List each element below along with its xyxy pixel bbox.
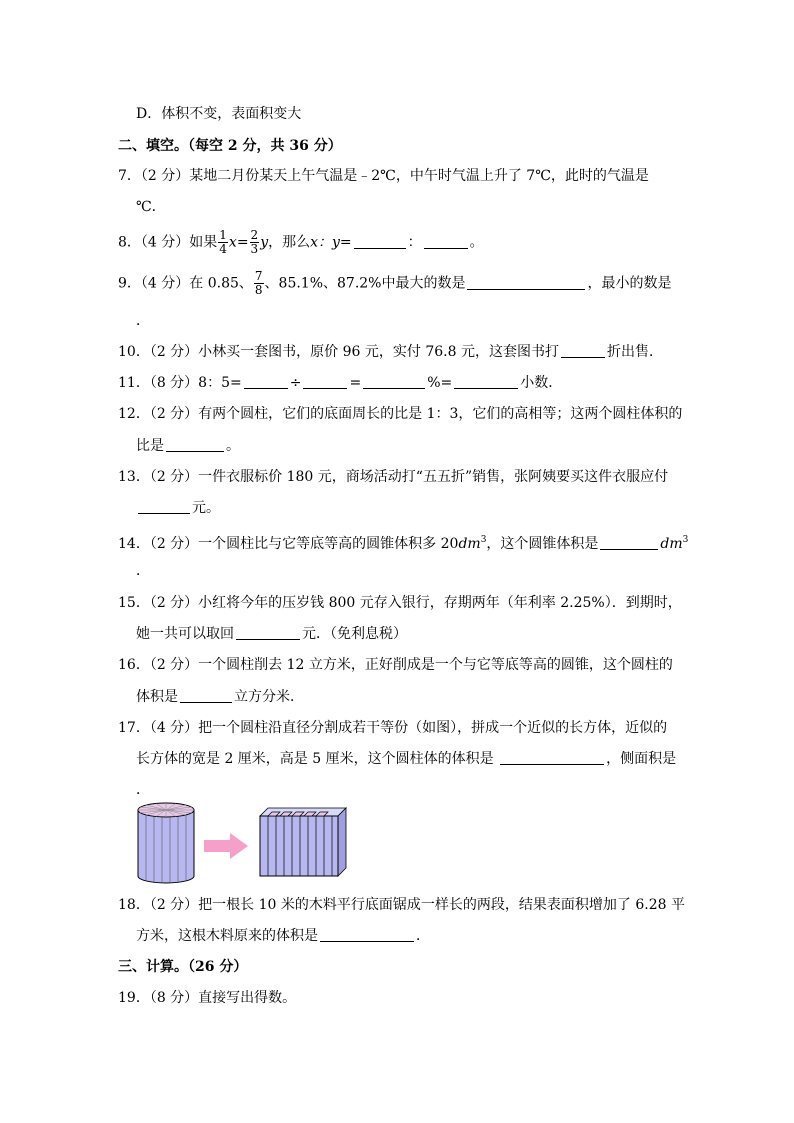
- answer-blank[interactable]: [424, 234, 468, 249]
- question-18-line-1: 18．（2 分）把一根长 10 米的木料平行底面锯成一样长的两段，结果表面积增加了 6.28 平: [118, 897, 685, 913]
- q16-text-2: 立方分米．: [234, 689, 304, 705]
- q17-text: 长方体的宽是 2 厘米，高是 5 厘米，这个圆柱体的体积是: [136, 751, 494, 767]
- q15-text-2: 元．（免利息税）: [302, 626, 407, 642]
- question-7-line-2: ℃．: [136, 199, 166, 215]
- section-2-title: 二、填空。（每空 2 分，共 36 分）: [118, 138, 342, 154]
- question-9-line-2: ．: [136, 313, 150, 329]
- q14-unit-2: dm: [660, 536, 683, 552]
- answer-blank[interactable]: [320, 927, 414, 942]
- q8-eq: =: [236, 234, 249, 251]
- cuboid-image: [260, 808, 346, 876]
- question-17-line-3: ．: [136, 782, 150, 798]
- question-17-line-1: 17．（4 分）把一个圆柱沿直径分割成若干等份（如图），拼成一个近似的长方体，近似的: [118, 720, 668, 736]
- answer-blank[interactable]: [600, 535, 658, 550]
- answer-blank[interactable]: [166, 437, 224, 452]
- answer-blank[interactable]: [180, 688, 232, 703]
- cylinder-image: [138, 803, 194, 883]
- q16-text: 体积是: [136, 689, 178, 705]
- q8-frac1-num: 1: [219, 228, 227, 242]
- q9-fraction: [254, 270, 264, 297]
- question-16-line-1: 16．（2 分）一个圆柱削去 12 立方米，正好削成是一个与它等底等高的圆锥，这个圆柱的: [118, 657, 673, 673]
- question-13-line-1: 13．（2 分）一件衣服标价 180 元，商场活动打“五五折”销售，张阿姨要买这件衣服应付: [118, 469, 669, 485]
- q14-unit: dm: [458, 536, 481, 552]
- q14-text-2: ，这个圆锥体积是: [486, 536, 599, 552]
- question-19: 19．（8 分）直接写出得数。: [118, 990, 297, 1006]
- question-18-line-2: [136, 926, 430, 946]
- q12-end: 。: [226, 438, 240, 454]
- q11-pct: %=: [427, 375, 453, 391]
- q9-frac-den: 8: [254, 283, 263, 297]
- question-13-line-2: [136, 498, 220, 518]
- question-17-line-2: [136, 749, 676, 769]
- q10-text-2: 折出售．: [606, 344, 663, 360]
- q14-unit-sup: 3: [480, 535, 487, 545]
- answer-blank[interactable]: [561, 343, 605, 358]
- question-15-line-1: 15．（2 分）小红将今年的压岁钱 800 元存入银行，存期两年（年利率 2.25%）．到期时，: [118, 595, 682, 611]
- q18-end: ．: [416, 928, 430, 944]
- q8-text: 8．（4 分）如果: [118, 234, 218, 251]
- q15-text: 她一共可以取回: [136, 626, 234, 642]
- q14-unit-2-sup: 3: [682, 535, 689, 545]
- answer-blank[interactable]: [500, 750, 604, 765]
- answer-blank[interactable]: [138, 499, 190, 514]
- question-15-line-2: [136, 624, 407, 644]
- q14-text: 14．（2 分）一个圆柱比与它等底等高的圆锥体积多 20: [118, 536, 459, 552]
- question-9: [118, 270, 671, 297]
- q8-fraction-2: [250, 229, 260, 256]
- answer-blank[interactable]: [244, 374, 288, 389]
- q17-text-2: ，侧面积是: [606, 751, 677, 767]
- q8-var-y: y: [260, 234, 269, 251]
- q11-text-2: 小数．: [520, 375, 563, 391]
- section-3-title: 三、计算。（26 分）: [118, 959, 248, 975]
- question-10: [118, 342, 663, 362]
- answer-blank[interactable]: [363, 374, 425, 389]
- arrow-icon: [204, 833, 248, 859]
- q8-frac1-den: 4: [219, 242, 227, 256]
- q8-ratio: x：y: [310, 234, 340, 251]
- question-8: [118, 229, 484, 256]
- q9-text-2: 、85.1%、87.2%中最大的数是: [264, 275, 466, 292]
- q9-frac-num: 7: [254, 269, 263, 283]
- q9-text-3: ，最小的数是: [587, 275, 672, 292]
- q8-frac2-den: 3: [250, 242, 259, 256]
- q9-text: 9．（4 分）在 0.85、: [118, 275, 253, 292]
- q12-text: 比是: [136, 438, 164, 454]
- answer-blank[interactable]: [467, 275, 585, 290]
- q8-end: 。: [469, 234, 484, 251]
- question-11: [118, 373, 562, 393]
- q11-div: ÷: [289, 375, 302, 391]
- answer-blank[interactable]: [236, 625, 300, 640]
- q8-eq-2: =: [339, 234, 352, 251]
- q8-text-2: ，那么: [268, 234, 311, 251]
- q11-eq: =: [349, 375, 362, 391]
- q8-var-x: x: [228, 234, 237, 251]
- question-12-line-2: [136, 436, 240, 456]
- question-12-line-1: 12．（2 分）有两个圆柱，它们的底面周长的比是 1：3，它们的高相等；这两个圆柱体积的: [118, 406, 683, 422]
- q11-text: 11．（8 分）8：5=: [118, 375, 242, 391]
- answer-blank[interactable]: [454, 374, 518, 389]
- answer-blank[interactable]: [303, 374, 347, 389]
- q8-fraction-1: [218, 229, 228, 256]
- question-14: [118, 530, 688, 554]
- question-16-line-2: [136, 687, 304, 707]
- question-7-line-1: 7．（2 分）某地二月份某天上午气温是﹣2℃，中午时气温上升了 7℃，此时的气温是: [118, 168, 649, 184]
- question-14-line-2: ．: [136, 563, 150, 579]
- q8-colon: ：: [407, 234, 422, 251]
- q10-text: 10．（2 分）小林买一套图书，原价 96 元，实付 76.8 元，这套图书打: [118, 344, 559, 360]
- cylinder-to-cuboid-figure: [136, 802, 356, 888]
- answer-blank[interactable]: [354, 234, 406, 249]
- q13-text: 元。: [192, 500, 220, 516]
- option-d: D．体积不变，表面积变大: [136, 106, 302, 122]
- q8-frac2-num: 2: [250, 228, 259, 242]
- q18-text: 方米，这根木料原来的体积是: [136, 928, 318, 944]
